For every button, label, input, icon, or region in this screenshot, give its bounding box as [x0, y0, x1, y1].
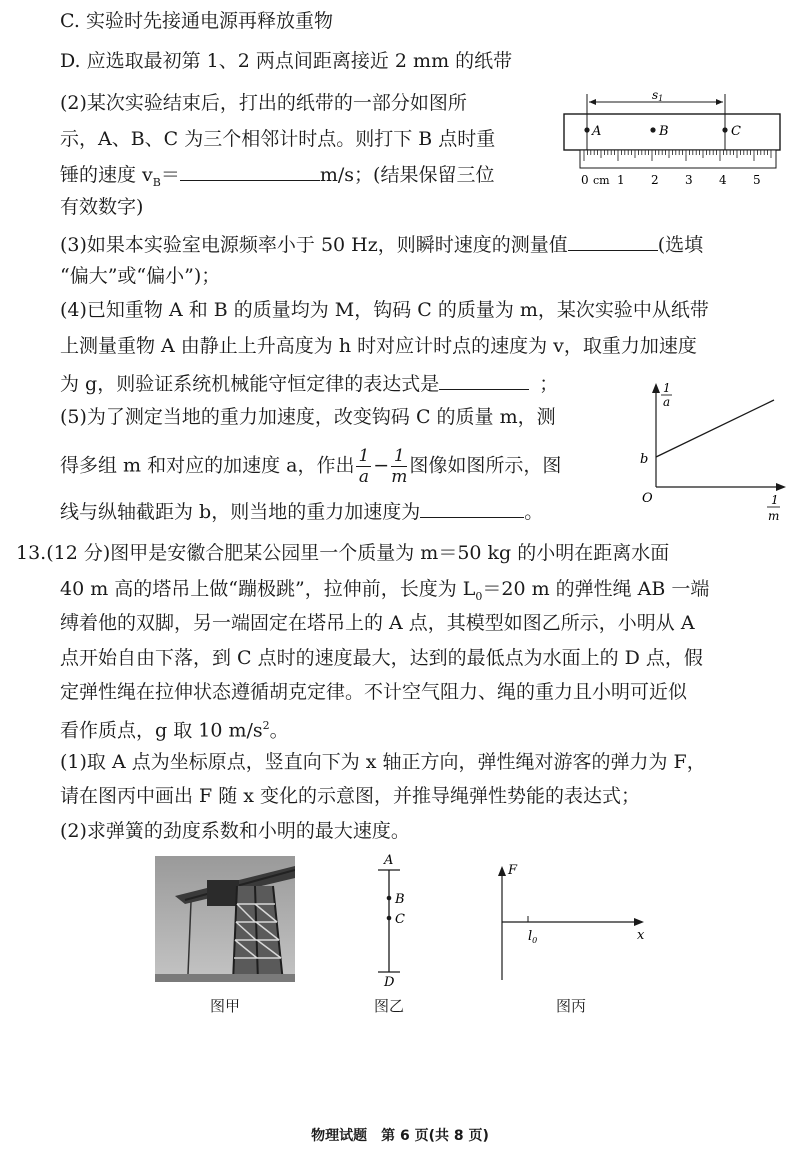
q3-line2: “偏大”或“偏小”)； — [60, 265, 221, 287]
tape-point-c — [722, 127, 727, 132]
q4-line2: 上测量重物 A 由静止上升高度为 h 时对应计时点的速度为 v，取重力加速度 — [60, 335, 697, 357]
yi-point-b — [387, 896, 392, 901]
q2-line2: 示，A、B、C 为三个相邻计时点。则打下 B 点时重 — [60, 128, 496, 150]
q2-text-c: m/s；(结果保留三位 — [319, 164, 495, 186]
ruler-label-4: 4 — [719, 173, 727, 187]
q2-line4: 有效数字) — [60, 196, 144, 218]
q13-line5: 定弹性绳在拉伸状态遵循胡克定律。不计空气阻力、绳的重力且小明可近似 — [60, 681, 688, 703]
q2-line3 — [60, 160, 494, 196]
graph-x-label-num: 1 — [771, 493, 779, 507]
option-d: D. 应选取最初第 1、2 两点间距离接近 2 mm 的纸带 — [60, 50, 513, 72]
q5-text-b: 图像如图所示，图 — [409, 454, 562, 477]
graph-line — [656, 400, 774, 457]
q13-text-2a: 40 m 高的塔吊上做“蹦极跳”，拉伸前，长度为 L — [60, 578, 476, 600]
page-footer: 物理试题 第 6 页(共 8 页) — [311, 1128, 489, 1144]
q13-text-6a: 看作质点，g 取 10 m/s — [60, 719, 263, 742]
graph-y-label-num: 1 — [663, 381, 671, 395]
tape-label-c: C — [731, 124, 741, 139]
q5-line3 — [60, 497, 543, 525]
option-c: C. 实验时先接通电源再释放重物 — [60, 10, 333, 32]
tape-point-a — [584, 127, 589, 132]
answer-blank-vb[interactable] — [180, 160, 320, 181]
answer-blank-q3[interactable] — [568, 230, 658, 251]
tape-point-b — [650, 127, 655, 132]
tape-label-a: A — [592, 124, 602, 139]
q5-line1: (5)为了测定当地的重力加速度，改变钩码 C 的质量 m，测 — [60, 406, 556, 428]
q5-text-a3: 线与纵轴截距为 b，则当地的重力加速度为 — [60, 501, 421, 523]
ruler-label-cm: cm — [593, 174, 610, 187]
graph-1a-vs-1m — [630, 375, 790, 527]
ruler-label-2: 2 — [651, 173, 659, 187]
caption-jia: 图甲 — [210, 997, 241, 1015]
yi-label-c: C — [395, 912, 405, 927]
q2-text-b: ＝ — [160, 164, 180, 186]
q5-text-a: 得多组 m 和对应的加速度 a，作出 — [60, 454, 355, 477]
q13-sub2: (2)求弹簧的劲度系数和小明的最大速度。 — [60, 820, 410, 842]
q13-line1: 13.(12 分)图甲是安徽合肥某公园里一个质量为 m＝50 kg 的小明在距离水面 — [16, 542, 670, 564]
answer-blank-q5[interactable] — [420, 497, 524, 518]
graph-figure-bing — [490, 852, 660, 987]
q4-text-a: 为 g，则验证系统机械能守恒定律的表达式是 — [60, 373, 440, 395]
graph-x-label-den: m — [768, 509, 780, 523]
q13-sub1-line2: 请在图丙中画出 F 随 x 变化的示意图，并推导绳弹性势能的表达式； — [60, 785, 641, 807]
yi-point-c — [387, 916, 392, 921]
ruler-label-5: 5 — [753, 173, 761, 187]
q3-text-a: (3)如果本实验室电源频率小于 50 Hz，则瞬时速度的测量值 — [60, 234, 568, 256]
yi-label-b: B — [395, 892, 405, 907]
q13-sub1-line1: (1)取 A 点为坐标原点，竖直向下为 x 轴正方向，弹性绳对游客的弹力为 F， — [60, 751, 706, 773]
fraction-1-over-m: $\frac{1}{m}$ — [391, 446, 408, 487]
q2-line1: (2)某次实验结束后，打出的纸带的一部分如图所 — [60, 92, 467, 114]
answer-blank-q4[interactable] — [439, 369, 529, 390]
ruler-label-0: 0 — [581, 173, 589, 187]
q4-line1: (4)已知重物 A 和 B 的质量均为 M，钩码 C 的质量为 m，某次实验中从纸带 — [60, 299, 709, 321]
model-figure-yi — [360, 848, 420, 988]
fraction-minus: − — [373, 454, 390, 477]
q3-text-b: (选填 — [657, 234, 704, 256]
graph-intercept-b: b — [640, 452, 649, 467]
tape-label-b: B — [659, 124, 669, 139]
caption-yi: 图乙 — [374, 997, 405, 1015]
fraction-1-over-a: $\frac{1}{a}$ — [358, 446, 370, 487]
q2-text-a: 锤的速度 v — [60, 164, 153, 186]
photo-tower-crane — [155, 856, 295, 982]
q13-text-2b: ＝20 m 的弹性绳 AB 一端 — [482, 578, 710, 600]
q4-line3 — [60, 369, 558, 397]
yi-label-d: D — [384, 975, 395, 988]
q13-line4: 点开始自由下落，到 C 点时的速度最大，达到的最低点为水面上的 D 点，假 — [60, 647, 703, 669]
q3-line1 — [60, 230, 703, 258]
graph-y-label-den: a — [663, 395, 671, 409]
graph-origin: O — [642, 491, 653, 506]
ruler — [580, 150, 776, 168]
q13-line2 — [60, 576, 709, 610]
yi-label-a: A — [384, 853, 394, 868]
caption-bing: 图丙 — [556, 997, 587, 1015]
bing-x-label: x — [637, 928, 645, 943]
q13-text-6b: 。 — [269, 719, 289, 742]
q5-text-b3: 。 — [524, 501, 544, 523]
q13-sup-2: 2 — [262, 719, 270, 732]
q13-line3: 缚着他的双脚，另一端固定在塔吊上的 A 点，其模型如图乙所示，小明从 A — [60, 612, 695, 634]
q4-text-b: ； — [539, 373, 559, 395]
paper-tape-figure — [560, 88, 785, 193]
q13-sub-l0: 0 — [475, 589, 483, 603]
bing-y-label: F — [508, 863, 518, 878]
bing-tick-label: $l_0$ — [528, 929, 538, 945]
s1-label: s1 — [652, 88, 664, 103]
q13-line6 — [60, 713, 289, 743]
ruler-label-1: 1 — [617, 173, 625, 187]
ruler-label-3: 3 — [685, 173, 693, 187]
q2-sub: B — [152, 175, 161, 189]
q5-line2 — [60, 446, 561, 487]
